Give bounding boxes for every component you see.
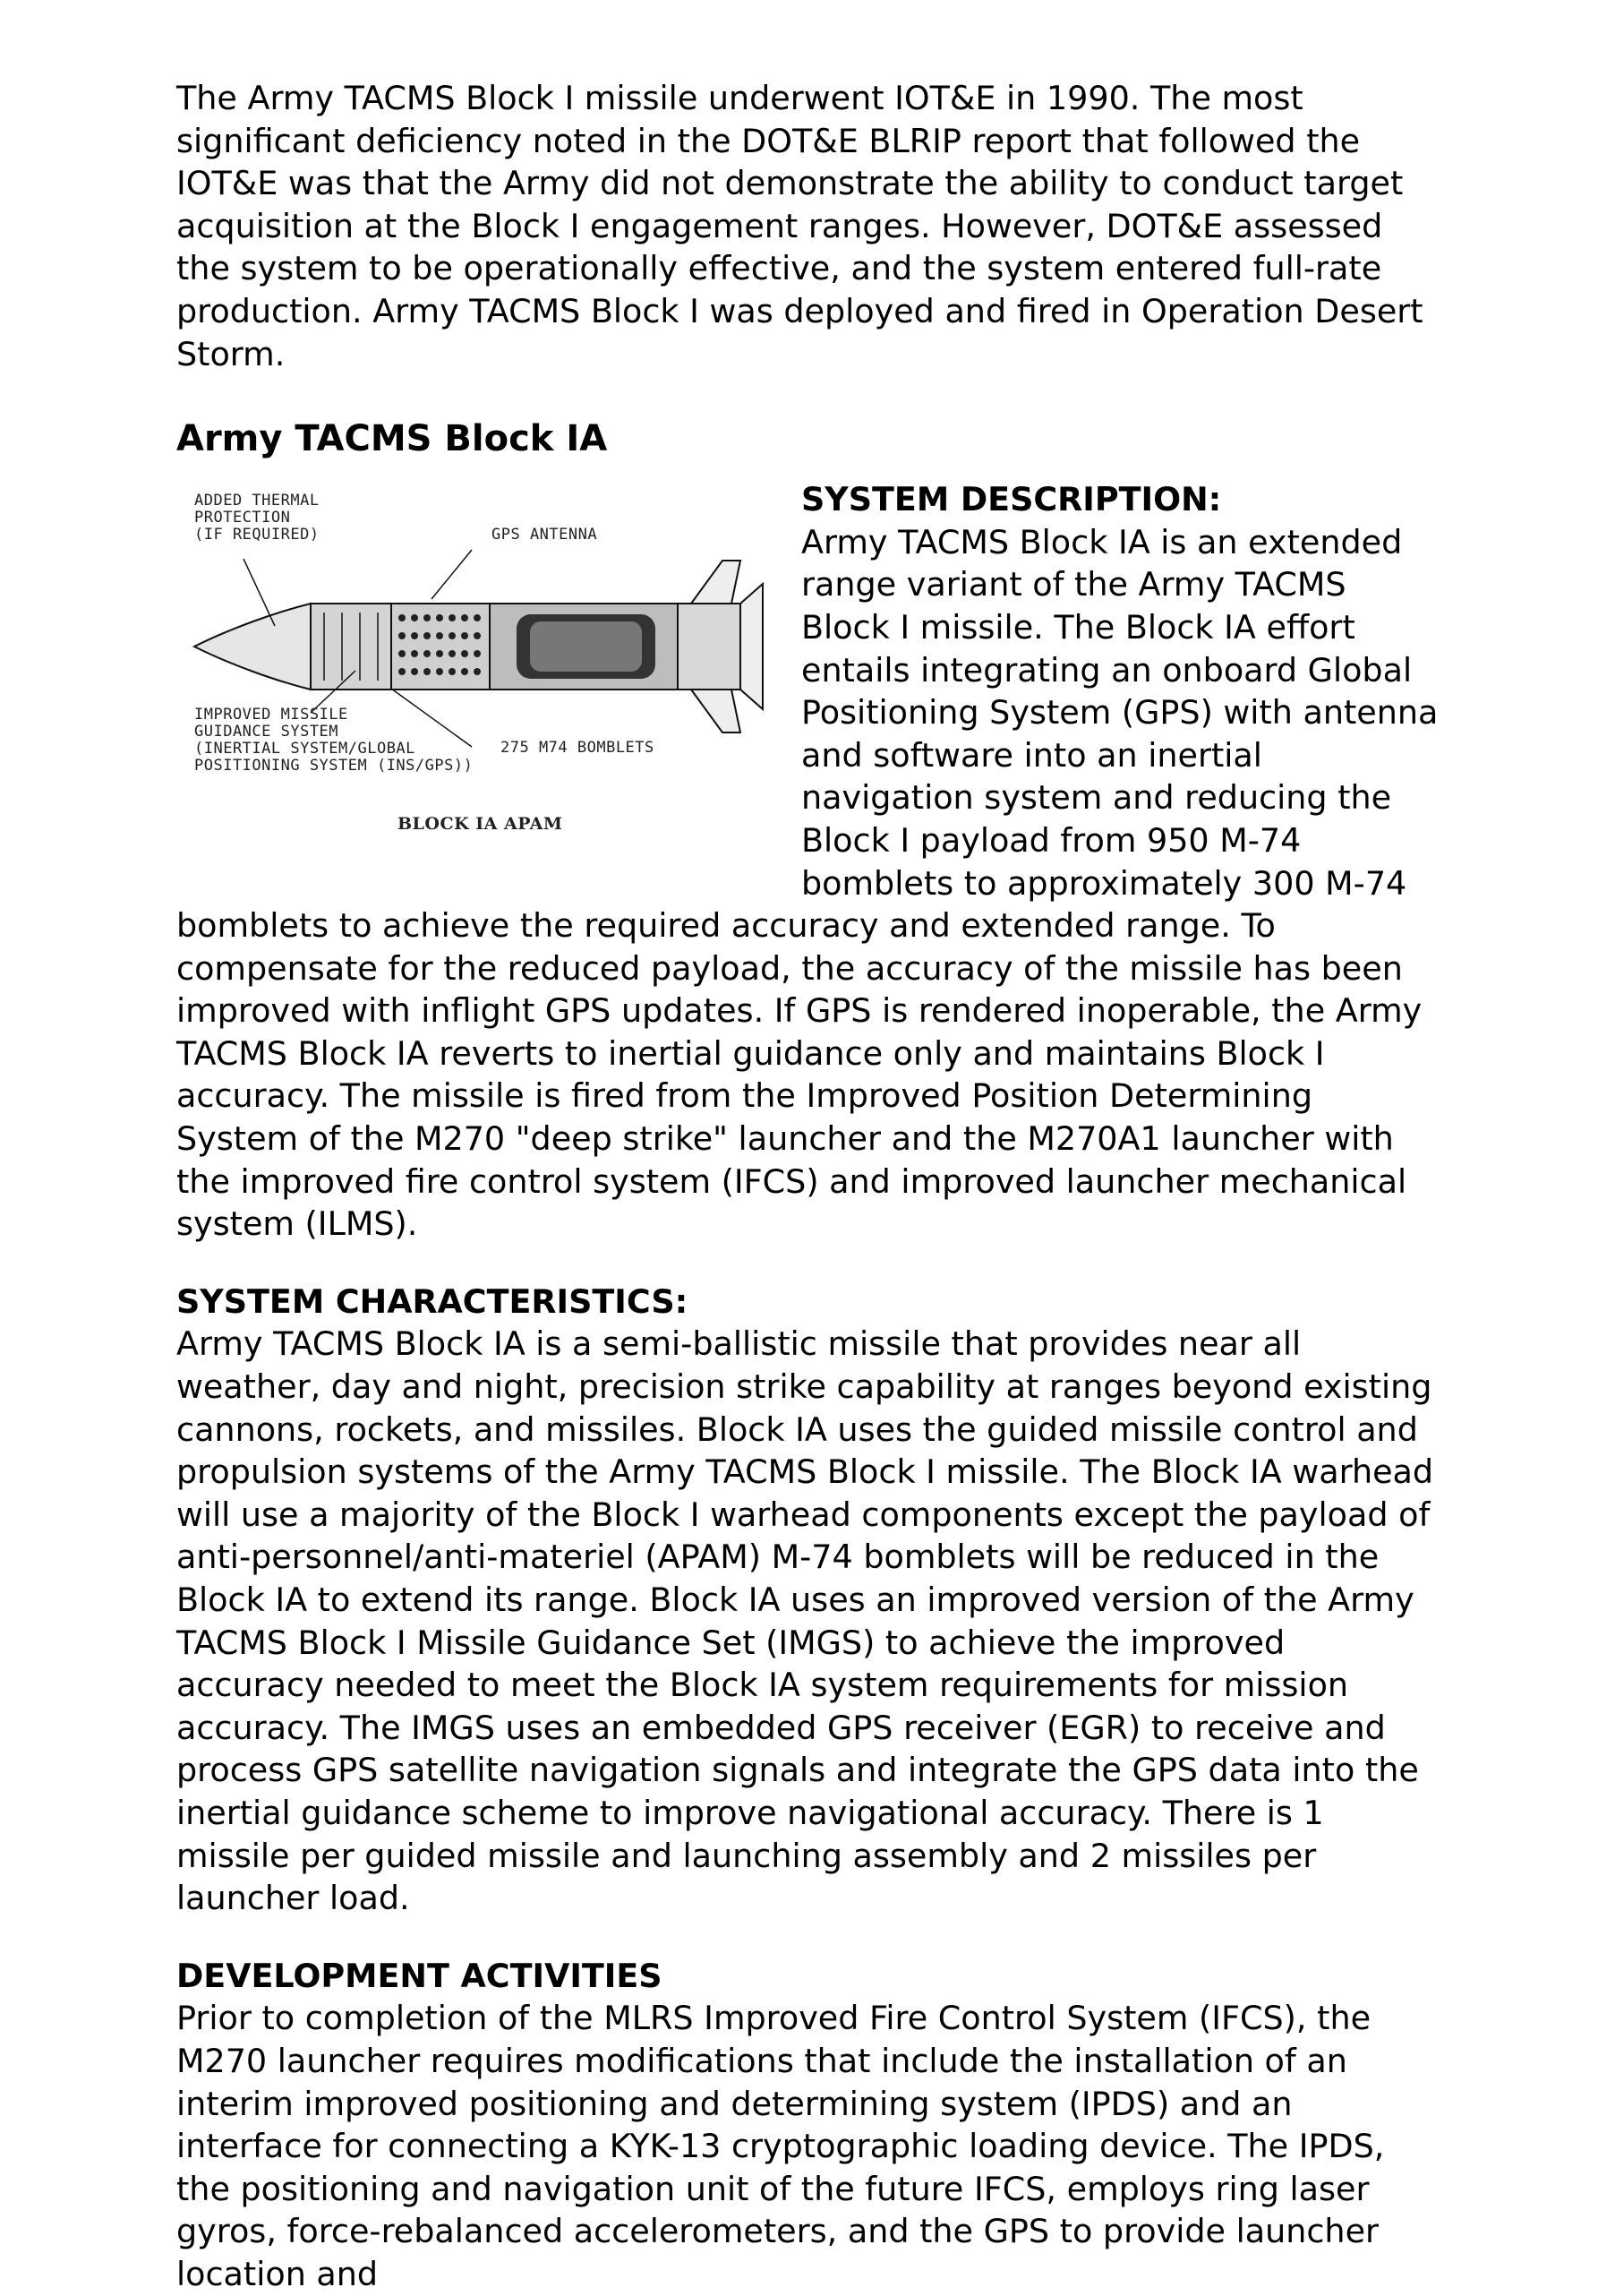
system-description-heading: SYSTEM DESCRIPTION: bbox=[801, 480, 1222, 519]
label-guidance-system: IMPROVED MISSILE GUIDANCE SYSTEM (INERTIAL SYSTEM/GLOBAL POSITIONING SYSTEM (INS/GPS)) bbox=[194, 706, 474, 775]
development-activities bbox=[176, 1955, 1439, 2296]
label-gps-antenna: GPS ANTENNA bbox=[491, 526, 598, 544]
system-description-text: Army TACMS Block IA is an extended range variant of the Army TACMS Block I missile. The Block IA effort entails integrating an onboard Global Positioning System (GPS) with antenna and software into an inertial navigation system and reducing the Block I payload from 950 M-74 bomblets to approximately 300 M-74 bomblets to achieve the required accuracy and extended range. To compensate for the reduced payload, the accuracy of the missile has been improved with inflight GPS updates. If GPS is rendered inoperable, the Army TACMS Block IA reverts to inertial guidance only and maintains Block I accuracy. The missile is fired from the Improved Position Determining System of the M270 "deep strike" launcher and the M270A1 launcher with the improved fire control system (IFCS) and improved launcher mechanical system (ILMS). bbox=[176, 522, 1439, 1244]
label-bomblets: 275 M74 BOMBLETS bbox=[500, 739, 654, 758]
system-characteristics bbox=[176, 1281, 1439, 1920]
document-page bbox=[176, 77, 1439, 2296]
motor-core bbox=[530, 621, 642, 672]
system-characteristics-heading: SYSTEM CHARACTERISTICS: bbox=[176, 1281, 688, 1321]
figure-caption: BLOCK IA APAM bbox=[397, 814, 563, 835]
section-title: Army TACMS Block IA bbox=[176, 418, 608, 460]
development-activities-heading: DEVELOPMENT ACTIVITIES bbox=[176, 1956, 662, 1995]
development-activities-text: Prior to completion of the MLRS Improved Fire Control System (IFCS), the M270 launcher requires modifications that include the installation of an interim improved positioning and determining system (IPDS) and an interface for connecting a KYK-13 cryptographic loading device. The IPDS, the positioning and navigation unit of the future IFCS, employs ring laser gyros, force-rebalanced accelerometers, and the GPS to provide launcher location and bbox=[176, 1999, 1385, 2293]
intro-paragraph: The Army TACMS Block I missile underwent IOT&E in 1990. The most significant deficiency noted in the DOT&E BLRIP report that followed the IOT&E was that the Army did not demonstrate the ability to conduct target acquisition at the Block I engagement ranges. However, DOT&E assessed the system to be operationally effective, and the system entered full-rate production. Army TACMS Block I was deployed and fired in Operation Desert Storm. bbox=[176, 79, 1423, 373]
missile-diagram-figure bbox=[176, 478, 785, 863]
system-characteristics-text: Army TACMS Block IA is a semi-ballistic missile that provides near all weather, day and night, precision strike capability at ranges beyond existing cannons, rockets, and missiles. Block IA uses the guided missile control and propulsion systems of the Army TACMS Block I missile. The Block IA warhead will use a majority of the Block I warhead components except the payload of anti-personnel/anti-materiel (APAM) M-74 bomblets will be reduced in the Block IA to extend its range. Block IA uses an improved version of the Army TACMS Block I Missile Guidance Set (IMGS) to achieve the improved accuracy needed to meet the Block IA system requirements for mission accuracy. The IMGS uses an embedded GPS receiver (EGR) to receive and process GPS satellite navigation signals and integrate the GPS data into the inertial guidance scheme to improve navigational accuracy. There is 1 missile per guided missile and launching assembly and 2 missiles per launcher load. bbox=[176, 1324, 1434, 1918]
label-thermal-protection: ADDED THERMAL PROTECTION (IF REQUIRED) bbox=[194, 492, 320, 544]
system-description bbox=[176, 478, 1439, 1246]
